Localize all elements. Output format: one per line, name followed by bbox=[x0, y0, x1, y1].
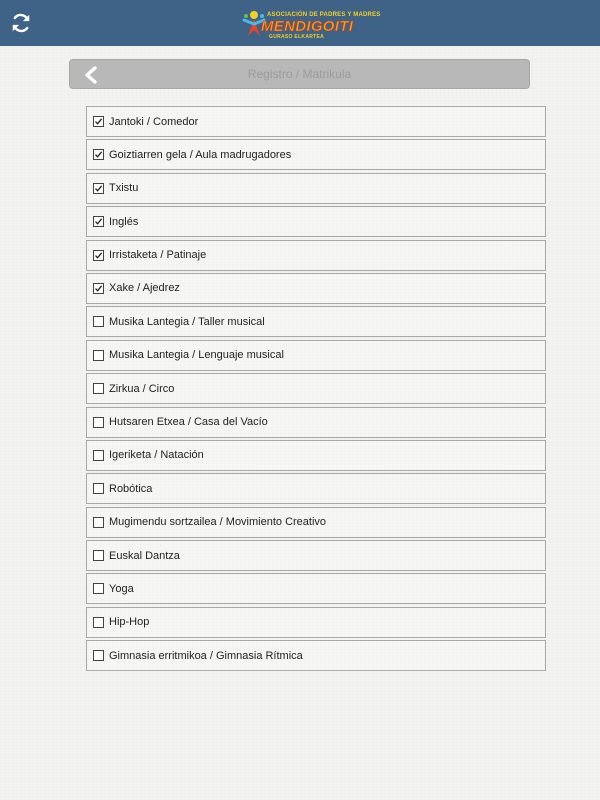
activity-checkbox[interactable] bbox=[93, 417, 104, 428]
activity-label: Euskal Dantza bbox=[109, 549, 180, 562]
activity-item[interactable] bbox=[86, 206, 546, 237]
activity-label: Inglés bbox=[109, 215, 139, 228]
activity-item[interactable] bbox=[86, 106, 546, 137]
activity-checkbox[interactable] bbox=[93, 316, 104, 327]
activity-label: Irristaketa / Patinaje bbox=[109, 249, 207, 262]
activity-item[interactable] bbox=[86, 407, 546, 438]
checkmark-icon bbox=[94, 217, 103, 226]
activity-checkbox[interactable] bbox=[93, 350, 104, 361]
activity-checkbox[interactable] bbox=[93, 183, 104, 194]
activity-checkbox[interactable] bbox=[93, 216, 104, 227]
activity-label: Robótica bbox=[109, 482, 153, 495]
activity-label: Hutsaren Etxea / Casa del Vacío bbox=[109, 416, 268, 429]
activity-checkbox[interactable] bbox=[93, 550, 104, 561]
title-bar bbox=[69, 59, 530, 89]
activity-label: Jantoki / Comedor bbox=[109, 115, 199, 128]
activity-checkbox[interactable] bbox=[93, 483, 104, 494]
activity-item[interactable] bbox=[86, 607, 546, 638]
activity-item[interactable] bbox=[86, 139, 546, 170]
activity-item[interactable] bbox=[86, 373, 546, 404]
logo-main-text: MENDIGOITI bbox=[261, 18, 354, 35]
activity-item[interactable] bbox=[86, 473, 546, 504]
activity-label: Zirkua / Circo bbox=[109, 382, 175, 395]
logo-bottom-text: GURASO ELKARTEA bbox=[269, 34, 325, 40]
checkmark-icon bbox=[94, 117, 103, 126]
activity-label: Yoga bbox=[109, 582, 134, 595]
activity-label: Hip-Hop bbox=[109, 616, 150, 629]
activity-checkbox[interactable] bbox=[93, 149, 104, 160]
activity-item[interactable] bbox=[86, 640, 546, 671]
activity-label: Txistu bbox=[109, 182, 139, 195]
activity-list bbox=[86, 106, 546, 674]
logo-top-text: ASOCIACIÓN DE PADRES Y MADRES bbox=[267, 12, 381, 18]
activity-label: Igeriketa / Natación bbox=[109, 449, 204, 462]
activity-checkbox[interactable] bbox=[93, 383, 104, 394]
refresh-icon bbox=[10, 12, 32, 34]
top-bar bbox=[0, 0, 600, 46]
activity-item[interactable] bbox=[86, 306, 546, 337]
activity-label: Goiztiarren gela / Aula madrugadores bbox=[109, 148, 292, 161]
activity-item[interactable] bbox=[86, 540, 546, 571]
activity-label: Musika Lantegia / Taller musical bbox=[109, 315, 265, 328]
activity-label: Mugimendu sortzailea / Movimiento Creativo bbox=[109, 516, 327, 529]
activity-label: Musika Lantegia / Lenguaje musical bbox=[109, 349, 284, 362]
checkmark-icon bbox=[94, 251, 103, 260]
activity-checkbox[interactable] bbox=[93, 517, 104, 528]
activity-checkbox[interactable] bbox=[93, 283, 104, 294]
checkmark-icon bbox=[94, 150, 103, 159]
checkmark-icon bbox=[94, 284, 103, 293]
activity-item[interactable] bbox=[86, 340, 546, 371]
activity-checkbox[interactable] bbox=[93, 116, 104, 127]
activity-item[interactable] bbox=[86, 240, 546, 271]
logo bbox=[238, 4, 381, 42]
activity-checkbox[interactable] bbox=[93, 650, 104, 661]
activity-label: Gimnasia erritmikoa / Gimnasia Rítmica bbox=[109, 649, 303, 662]
activity-checkbox[interactable] bbox=[93, 250, 104, 261]
activity-checkbox[interactable] bbox=[93, 583, 104, 594]
activity-item[interactable] bbox=[86, 173, 546, 204]
refresh-button[interactable] bbox=[6, 8, 36, 38]
activity-label: Xake / Ajedrez bbox=[109, 282, 180, 295]
activity-item[interactable] bbox=[86, 273, 546, 304]
activity-checkbox[interactable] bbox=[93, 617, 104, 628]
checkmark-icon bbox=[94, 184, 103, 193]
activity-item[interactable] bbox=[86, 507, 546, 538]
activity-item[interactable] bbox=[86, 573, 546, 604]
activity-checkbox[interactable] bbox=[93, 450, 104, 461]
activity-item[interactable] bbox=[86, 440, 546, 471]
page-title: Registro / Matrikula bbox=[247, 67, 352, 81]
